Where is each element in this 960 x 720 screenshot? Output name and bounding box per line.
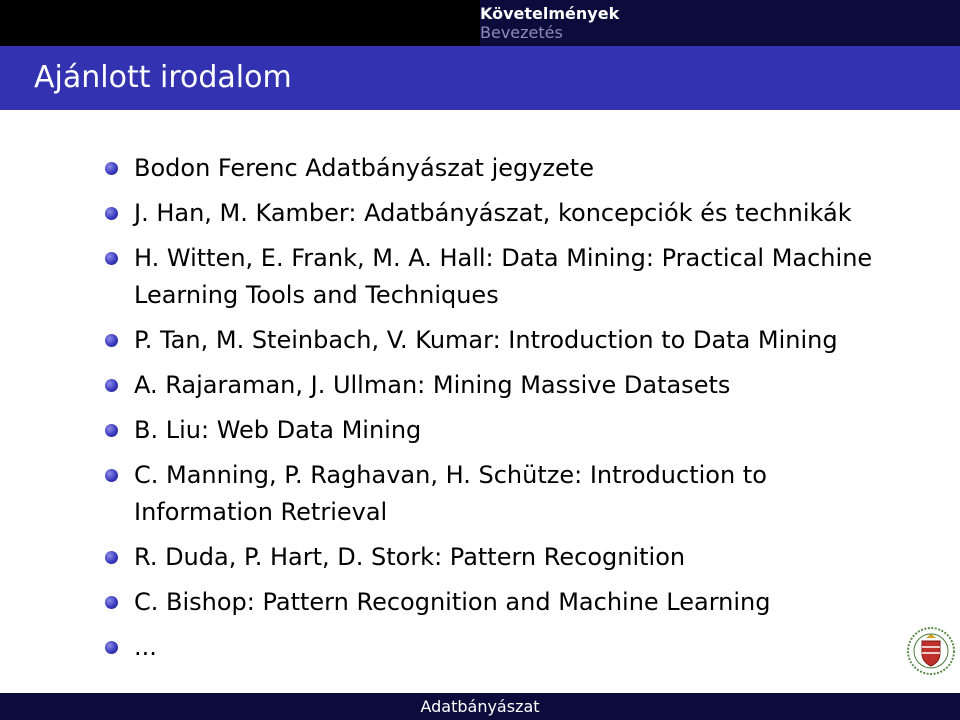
list-item-text: C. Bishop: Pattern Recognition and Machine Learning bbox=[134, 588, 771, 616]
section-link-kovetelmenyek[interactable]: Követelmények bbox=[480, 4, 620, 23]
slide-title-bar bbox=[0, 46, 960, 110]
university-seal-icon bbox=[906, 626, 956, 676]
bullet-icon bbox=[105, 379, 118, 392]
top-bar-left bbox=[0, 0, 480, 46]
list-item bbox=[0, 240, 894, 314]
list-item-text: P. Tan, M. Steinbach, V. Kumar: Introduction to Data Mining bbox=[134, 326, 838, 354]
slide-title: Ajánlott irodalom bbox=[34, 60, 292, 95]
list-item-text: R. Duda, P. Hart, D. Stork: Pattern Recognition bbox=[134, 543, 686, 571]
list-item-text: Bodon Ferenc Adatbányászat jegyzete bbox=[134, 154, 594, 182]
list-item bbox=[0, 629, 894, 666]
list-item-text: ... bbox=[134, 633, 157, 661]
section-navigation bbox=[480, 0, 960, 46]
bullet-icon bbox=[105, 469, 118, 482]
list-item bbox=[0, 457, 894, 531]
list-item bbox=[0, 539, 894, 576]
bullet-icon bbox=[105, 641, 118, 654]
list-item-text: H. Witten, E. Frank, M. A. Hall: Data Mining: Practical Machine Learning Tools and Techniques bbox=[134, 244, 873, 309]
list-item-text: A. Rajaraman, J. Ullman: Mining Massive Datasets bbox=[134, 371, 731, 399]
bullet-icon bbox=[105, 252, 118, 265]
list-item bbox=[0, 412, 894, 449]
top-navigation-bar bbox=[0, 0, 960, 46]
list-item-text: B. Liu: Web Data Mining bbox=[134, 416, 422, 444]
reading-list bbox=[0, 150, 960, 674]
bullet-icon bbox=[105, 551, 118, 564]
bullet-icon bbox=[105, 424, 118, 437]
section-link-bevezetes[interactable]: Bevezetés bbox=[480, 23, 563, 42]
bullet-icon bbox=[105, 207, 118, 220]
list-item bbox=[0, 195, 894, 232]
footer-title: Adatbányászat bbox=[420, 697, 540, 716]
footer-bar bbox=[0, 693, 960, 720]
list-item bbox=[0, 322, 894, 359]
bullet-icon bbox=[105, 596, 118, 609]
bullet-icon bbox=[105, 162, 118, 175]
list-item bbox=[0, 584, 894, 621]
list-item bbox=[0, 150, 894, 187]
list-item-text: C. Manning, P. Raghavan, H. Schütze: Introduction to Information Retrieval bbox=[134, 461, 767, 526]
bullet-icon bbox=[105, 334, 118, 347]
list-item-text: J. Han, M. Kamber: Adatbányászat, koncepciók és technikák bbox=[134, 199, 852, 227]
list-item bbox=[0, 367, 894, 404]
